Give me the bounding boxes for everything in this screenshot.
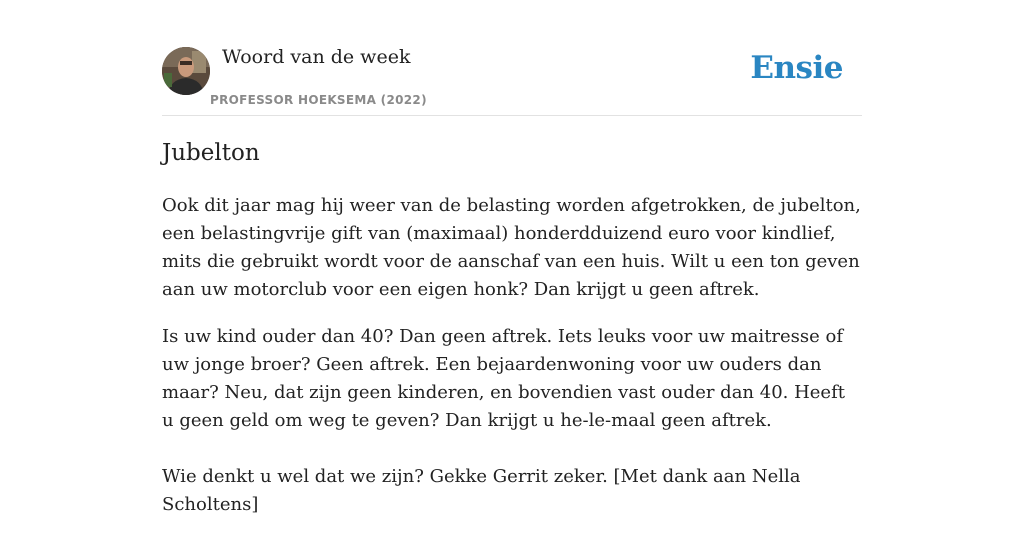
series-title[interactable]: Woord van de week (222, 46, 411, 68)
entry-paragraph-2: Is uw kind ouder dan 40? Dan geen aftrek. Iets leuks voor uw maitresse of uw jonge broer? Geen aftrek. Een bejaardenwoning voor uw ouders dan maar? Neu, dat zijn geen kinderen, en bovendien vast ouder dan 40. Heeft u geen geld om weg te geven? Dan krijgt u he-le-maal geen aftrek. (162, 326, 845, 431)
brand-logo[interactable]: Ensie (750, 50, 843, 86)
entry-paragraph-1: Ook dit jaar mag hij weer van de belasting worden afgetrokken, de jubelton, een belastingvrije gift van (maximaal) honderdduizend euro voor kindlief, mits die gebruikt wordt voor de aanschaf van een huis. Wilt u een ton geven aan uw motorclub voor een eigen honk? Dan krijgt u geen aftrek. (162, 195, 861, 300)
entry-header (162, 0, 862, 116)
entry-headword: Jubelton (162, 140, 260, 166)
entry-card (162, 0, 862, 515)
entry-body (162, 192, 862, 538)
author-avatar[interactable] (162, 47, 210, 95)
author-name[interactable]: PROFESSOR HOEKSEMA (2022) (210, 93, 427, 107)
avatar-image-icon (162, 47, 210, 95)
entry-paragraph-3: Wie denkt u wel dat we zijn? Gekke Gerrit zeker. [Met dank aan Nella Scholtens] (162, 466, 801, 515)
